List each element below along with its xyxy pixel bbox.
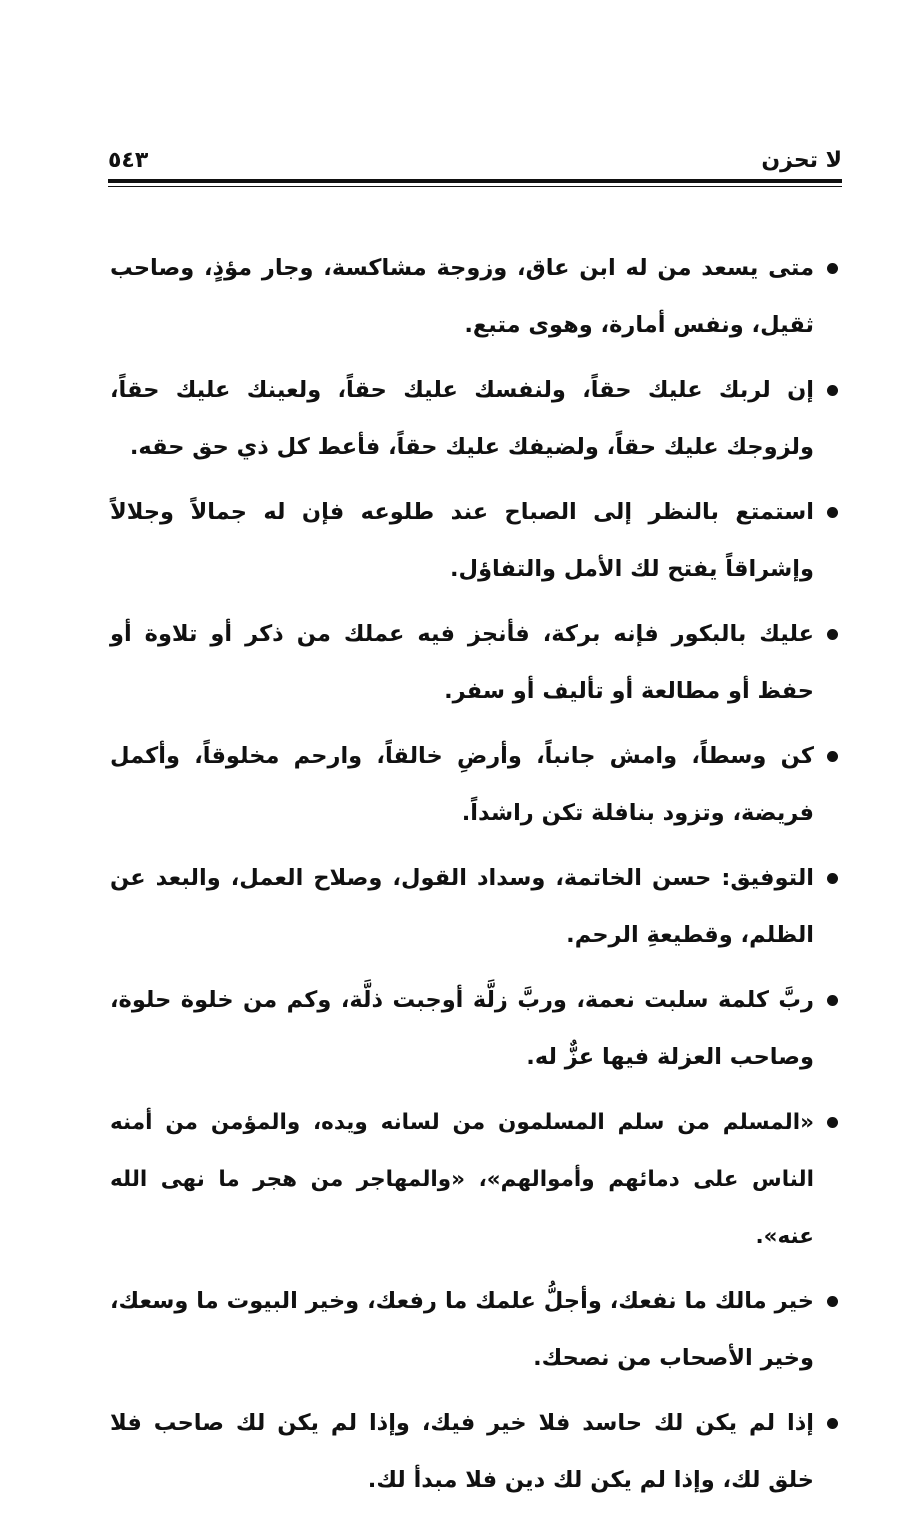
paragraph-8-hadith (110, 1094, 840, 1265)
paragraph-text: عليك بالبكور فإنه بركة، فأنجز فيه عملك من ذكر أو تلاوة أو حفظ أو مطالعة أو تأليف أو سفر. (110, 621, 814, 704)
paragraph-text: «المسلم من سلم المسلمون من لسانه ويده، والمؤمن من أمنه الناس على دمائهم وأموالهم»، «والمهاجر من هجر ما نهى الله عنه». (110, 1110, 814, 1249)
paragraph-5 (110, 728, 840, 842)
bullet-icon (827, 873, 838, 884)
bullet-icon (827, 751, 838, 762)
paragraph-text: إذا لم يكن لك حاسد فلا خير فيك، وإذا لم يكن لك صاحب فلا خلق لك، وإذا لم يكن لك دين فلا مبدأ لك. (110, 1410, 814, 1493)
paragraph-6 (110, 850, 840, 964)
bullet-icon (827, 1418, 838, 1429)
paragraph-text: خير مالك ما نفعك، وأجلُّ علمك ما رفعك، وخير البيوت ما وسعك، وخير الأصحاب من نصحك. (110, 1288, 814, 1371)
page-content (110, 240, 840, 1517)
paragraph-4 (110, 606, 840, 720)
bullet-icon (827, 507, 838, 518)
paragraph-text: استمتع بالنظر إلى الصباح عند طلوعه فإن له جمالاً وجلالاً وإشراقاً يفتح لك الأمل والتفاؤل. (110, 499, 814, 582)
paragraph-10 (110, 1395, 840, 1509)
paragraph-9 (110, 1273, 840, 1387)
bullet-icon (827, 385, 838, 396)
paragraph-3 (110, 484, 840, 598)
page-number: ٥٤٣ (108, 148, 149, 173)
paragraph-text: ربَّ كلمة سلبت نعمة، وربَّ زلَّة أوجبت ذلَّة، وكم من خلوة حلوة، وصاحب العزلة فيها عزٌّ له. (110, 987, 814, 1070)
paragraph-text: متى يسعد من له ابن عاق، وزوجة مشاكسة، وجار مؤذٍ، وصاحب ثقيل، ونفس أمارة، وهوى متبع. (110, 255, 814, 338)
bullet-icon (827, 995, 838, 1006)
paragraph-text: إن لربك عليك حقاً، ولنفسك عليك حقاً، ولعينك عليك حقاً، ولزوجك عليك حقاً، ولضيفك عليك حقاً، فأعط كل ذي حق حقه. (110, 377, 814, 460)
header-rule-thin (108, 186, 842, 187)
book-title: لا تحزن (761, 148, 842, 173)
paragraph-text: كن وسطاً، وامش جانباً، وأرضِ خالقاً، وارحم مخلوقاً، وأكمل فريضة، وتزود بنافلة تكن راشداً. (110, 743, 814, 826)
bullet-icon (827, 1117, 838, 1128)
bullet-icon (827, 1296, 838, 1307)
paragraph-2 (110, 362, 840, 476)
paragraph-text: التوفيق: حسن الخاتمة، وسداد القول، وصلاح العمل، والبعد عن الظلم، وقطيعةِ الرحم. (110, 865, 814, 948)
bullet-icon (827, 629, 838, 640)
bullet-icon (827, 263, 838, 274)
header-rule-thick (108, 179, 842, 183)
paragraph-1 (110, 240, 840, 354)
paragraph-7 (110, 972, 840, 1086)
